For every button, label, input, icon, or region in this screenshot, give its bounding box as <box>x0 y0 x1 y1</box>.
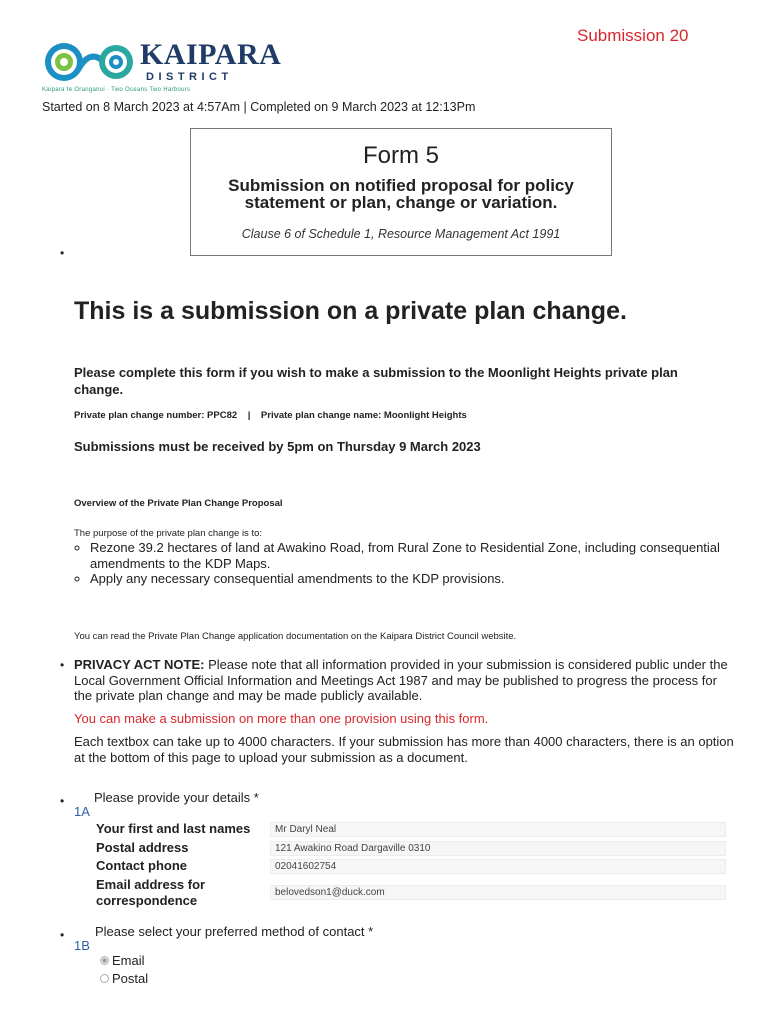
contact-phone-field[interactable]: 02041602754 <box>270 859 726 874</box>
privacy-label: PRIVACY ACT NOTE: <box>74 657 205 672</box>
q1a-prompt: Please provide your details * <box>94 790 259 805</box>
purpose-intro: The purpose of the private plan change is to: <box>74 528 263 539</box>
name-field[interactable]: Mr Daryl Neal <box>270 822 726 837</box>
form-subtitle-line2: statement or plan, change or variation. <box>244 193 558 212</box>
radio-unselected-icon[interactable] <box>100 974 109 983</box>
contact-option-label: Postal <box>112 971 149 986</box>
intro-text: Please complete this form if you wish to make a submission to the Moonlight Heights private plan change. <box>74 365 678 397</box>
plan-change-info: Private plan change number: PPC82 | Private plan change name: Moonlight Heights <box>74 410 467 421</box>
q1b-number: 1B <box>74 938 90 953</box>
logo-name: KAIPARA <box>140 38 282 71</box>
textbox-limit-note: Each textbox can take up to 4000 characters. If your submission has more than 4000 characters, there is an option at the bottom of this page to upload your submission as a document. <box>74 734 734 765</box>
name-label: Your first and last names <box>96 821 251 836</box>
main-heading: This is a submission on a private plan change. <box>74 297 627 325</box>
q1b-prompt: Please select your preferred method of contact * <box>95 924 374 939</box>
privacy-text: Please note that all information provided in your submission is considered public under the Local Government Official Information and Meetings Act 1987 and may be published to progress the process for the private plan change and may be made publicly available. <box>74 657 728 703</box>
purpose-list <box>74 540 730 587</box>
started-completed-line: Started on 8 March 2023 at 4:57Am | Completed on 9 March 2023 at 12:13Pm <box>42 100 476 114</box>
contact-option-label: Email <box>112 953 145 968</box>
email-field[interactable]: belovedson1@duck.com <box>270 885 726 900</box>
logo-tagline: Kaipara te Oranganui · Two Oceans Two Harbours <box>42 87 191 93</box>
deadline-text: Submissions must be received by 5pm on Thursday 9 March 2023 <box>74 439 481 454</box>
purpose-item: ◦ Apply any necessary consequential amendments to the KDP provisions. <box>90 571 730 587</box>
postal-address-field[interactable]: 121 Awakino Road Dargaville 0310 <box>270 841 726 856</box>
bullet-dot: • <box>60 794 65 808</box>
email-label: Email address for correspondence <box>96 877 206 908</box>
form-title: Form 5 <box>362 142 439 169</box>
contact-option-email[interactable] <box>100 953 145 968</box>
multi-provision-note: You can make a submission on more than one provision using this form. <box>74 711 489 726</box>
contact-phone-label: Contact phone <box>96 858 187 873</box>
submission-number: Submission 20 <box>577 26 689 45</box>
form-title-box <box>190 128 612 256</box>
bullet-dot: • <box>60 246 65 260</box>
postal-address-label: Postal address <box>96 840 189 855</box>
logo-district: DISTRICT <box>146 71 233 83</box>
q1a-number: 1A <box>74 804 90 819</box>
form-subtitle <box>191 177 611 211</box>
contact-option-postal[interactable] <box>100 971 148 986</box>
privacy-note <box>74 657 734 704</box>
purpose-item: ◦ Rezone 39.2 hectares of land at Awakino Road, from Rural Zone to Residential Zone, including consequential amendments to the KDP Maps. <box>90 540 730 571</box>
kaipara-logo-icon <box>42 40 138 86</box>
radio-selected-icon[interactable] <box>100 956 109 965</box>
bullet-dot: • <box>60 928 65 942</box>
form-clause: Clause 6 of Schedule 1, Resource Management Act 1991 <box>241 227 561 241</box>
bullet-dot: • <box>60 658 65 672</box>
overview-title: Overview of the Private Plan Change Proposal <box>74 498 283 509</box>
read-documentation-text: You can read the Private Plan Change application documentation on the Kaipara District Council website. <box>74 631 517 642</box>
form-subtitle-line1: Submission on notified proposal for policy <box>228 176 574 195</box>
